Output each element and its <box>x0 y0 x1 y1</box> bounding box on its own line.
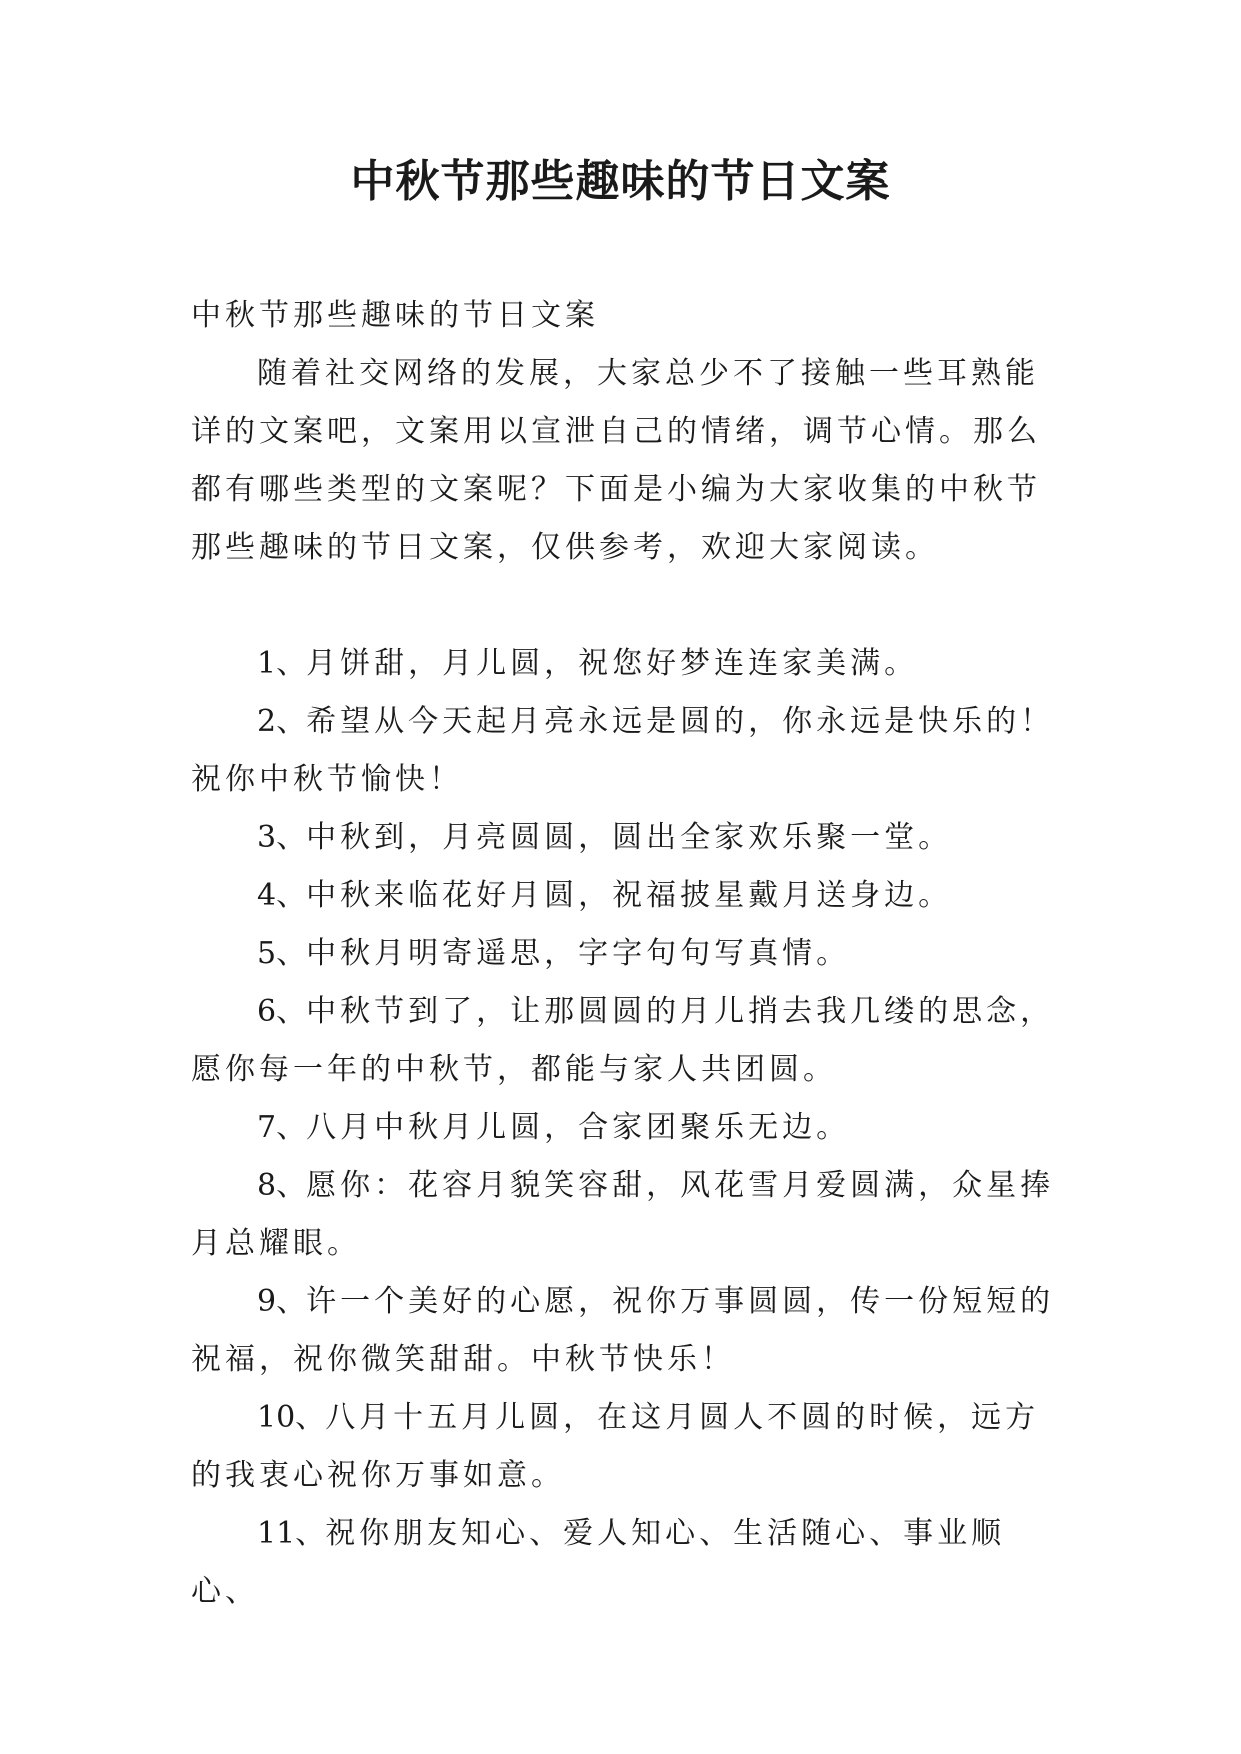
list-item-text: 八月十五月儿圆，在这月圆人不圆的时候，远方的我衷心祝你万事如意。 <box>191 1400 1040 1493</box>
list-item <box>191 867 1061 925</box>
list-item-number: 10、 <box>257 1400 326 1435</box>
list-item <box>191 1505 1061 1621</box>
list-item-text: 希望从今天起月亮永远是圆的，你永远是快乐的！祝你中秋节愉快！ <box>191 704 1055 797</box>
list-item-text: 中秋来临花好月圆，祝福披星戴月送身边。 <box>306 878 953 913</box>
list-item-number: 4、 <box>257 878 307 913</box>
list-item-text: 中秋到，月亮圆圆，圆出全家欢乐聚一堂。 <box>306 820 953 855</box>
list-item-number: 1、 <box>257 646 307 681</box>
list-item-number: 11、 <box>257 1516 326 1551</box>
list-item <box>191 1157 1061 1273</box>
list-item-text: 愿你：花容月貌笑容甜，风花雪月爱圆满，众星捧月总耀眼。 <box>191 1168 1055 1261</box>
list-item <box>191 1273 1061 1389</box>
list-item <box>191 925 1061 983</box>
list-item-number: 6、 <box>257 994 307 1029</box>
intro-paragraph: 随着社交网络的发展，大家总少不了接触一些耳熟能详的文案吧，文案用以宣泄自己的情绪，调节心情。那么都有哪些类型的文案呢？下面是小编为大家收集的中秋节那些趣味的节日文案，仅供参考，欢迎大家阅读。 <box>191 356 1041 565</box>
list-item <box>191 983 1061 1099</box>
list-item-text: 许一个美好的心愿，祝你万事圆圆，传一份短短的祝福，祝你微笑甜甜。中秋节快乐！ <box>191 1284 1055 1377</box>
list-item-text: 中秋节到了，让那圆圆的月儿捎去我几缕的思念，愿你每一年的中秋节，都能与家人共团圆。 <box>191 994 1055 1087</box>
document-title: 中秋节那些趣味的节日文案 <box>350 156 891 207</box>
list-item-number: 8、 <box>257 1168 307 1203</box>
paragraph-spacer <box>191 577 1061 635</box>
list-item-number: 5、 <box>257 936 307 971</box>
list-item <box>191 635 1061 693</box>
list-item <box>191 1389 1061 1505</box>
document-subtitle: 中秋节那些趣味的节日文案 <box>191 298 599 333</box>
list-item <box>191 1099 1061 1157</box>
list-item-number: 2、 <box>257 704 307 739</box>
list-item-text: 月饼甜，月儿圆，祝您好梦连连家美满。 <box>306 646 919 681</box>
list-item <box>191 693 1061 809</box>
list-item-number: 3、 <box>257 820 307 855</box>
list-item-number: 7、 <box>257 1110 307 1145</box>
list-item-text: 中秋月明寄遥思，字字句句写真情。 <box>306 936 851 971</box>
document-body <box>191 287 1061 1621</box>
list-item-text: 祝你朋友知心、爱人知心、生活随心、事业顺心、 <box>191 1516 1006 1609</box>
list-item-number: 9、 <box>257 1284 307 1319</box>
list-item-text: 八月中秋月儿圆，合家团聚乐无边。 <box>306 1110 851 1145</box>
list-item <box>191 809 1061 867</box>
